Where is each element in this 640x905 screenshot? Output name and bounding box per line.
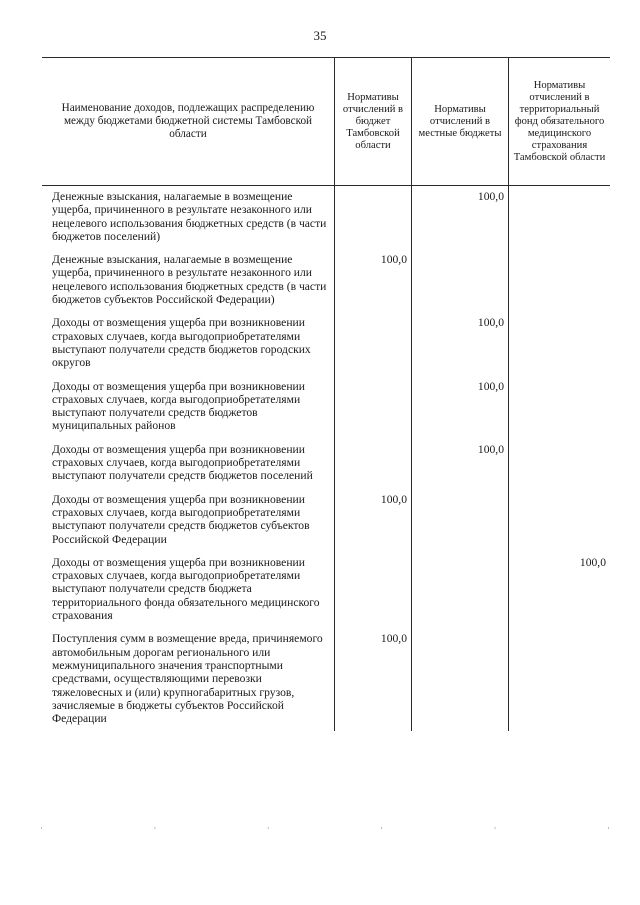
revenue-distribution-table [42,57,610,731]
medical-fund-cell [508,628,610,731]
local-budgets-cell: 100,0 [411,312,508,375]
scan-dot: · [40,823,43,833]
header-revenue-name: Наименование доходов, подлежащих распределению между бюджетами бюджетной системы Тамбовской области [61,102,315,140]
local-budgets-cell [411,628,508,731]
scan-dot: · [606,823,610,833]
scan-dot: · [493,823,497,833]
medical-fund-cell [508,489,610,552]
regional-budget-cell [334,186,411,249]
scan-noise [40,823,610,833]
table-row [42,439,610,489]
header-regional-budget: Нормативы отчислений в бюджет Тамбовской области [334,58,411,185]
revenue-name-cell: Доходы от возмещения ущерба при возникновении страховых случаев, когда выгодоприобретателями выступают получатели средств бюджетов субъектов Российской Федерации [52,492,310,546]
regional-budget-cell [334,312,411,375]
medical-fund-cell [508,249,610,312]
table-header-row [42,57,610,186]
table-body [42,186,610,731]
scan-dot: · [153,823,157,833]
revenue-name-cell: Денежные взыскания, налагаемые в возмещение ущерба, причиненного в результате незаконного или нецелевого использования бюджетных средств (в части бюджетов поселений) [52,190,327,243]
medical-fund-cell [508,376,610,439]
table-row [42,249,610,312]
revenue-name-cell: Поступления сумм в возмещение вреда, причиняемого автомобильным дорогам регионального или межмуниципального значения транспортными средствами, осуществляющими перевозки тяжеловесных и (или) крупногабаритных грузов, зачисляемые в бюджеты субъектов Российской Федерации [52,632,323,726]
local-budgets-cell: 100,0 [411,186,508,249]
table-row [42,312,610,375]
header-medical-insurance-fund: Нормативы отчислений в территориальный фонд обязательного медицинского страхования Тамбовской области [508,58,610,185]
table-row [42,186,610,249]
medical-fund-cell [508,439,610,489]
regional-budget-cell [334,439,411,489]
revenue-name-cell: Доходы от возмещения ущерба при возникновении страховых случаев, когда выгодоприобретателями выступают получатели средств бюджета территориального фонда обязательного медицинского страхования [52,555,320,623]
local-budgets-cell [411,552,508,628]
local-budgets-cell [411,249,508,312]
revenue-name-cell: Доходы от возмещения ущерба при возникновении страховых случаев, когда выгодоприобретателями выступают получатели средств бюджетов городских округов [52,316,311,370]
local-budgets-cell [411,489,508,552]
scan-dot: · [266,823,270,833]
table-row [42,552,610,628]
regional-budget-cell: 100,0 [334,628,411,731]
medical-fund-cell: 100,0 [508,552,610,628]
medical-fund-cell [508,312,610,375]
local-budgets-cell: 100,0 [411,376,508,439]
regional-budget-cell: 100,0 [334,249,411,312]
regional-budget-cell [334,552,411,628]
table-row [42,376,610,439]
local-budgets-cell: 100,0 [411,439,508,489]
page-number: 35 [313,28,327,43]
regional-budget-cell: 100,0 [334,489,411,552]
table-row [42,628,610,731]
revenue-name-cell: Доходы от возмещения ущерба при возникновении страховых случаев, когда выгодоприобретателями выступают получатели средств бюджетов муниципальных районов [52,379,305,433]
medical-fund-cell [508,186,610,249]
revenue-name-cell: Доходы от возмещения ущерба при возникновении страховых случаев, когда выгодоприобретателями выступают получатели средств бюджетов поселений [52,442,313,483]
scan-dot: · [380,823,384,833]
table-row [42,489,610,552]
regional-budget-cell [334,376,411,439]
revenue-name-cell: Денежные взыскания, налагаемые в возмещение ущерба, причиненного в результате незаконного или нецелевого использования бюджетных средств (в части бюджетов субъектов Российской Федерации) [52,253,327,307]
header-local-budgets: Нормативы отчислений в местные бюджеты [411,58,508,185]
